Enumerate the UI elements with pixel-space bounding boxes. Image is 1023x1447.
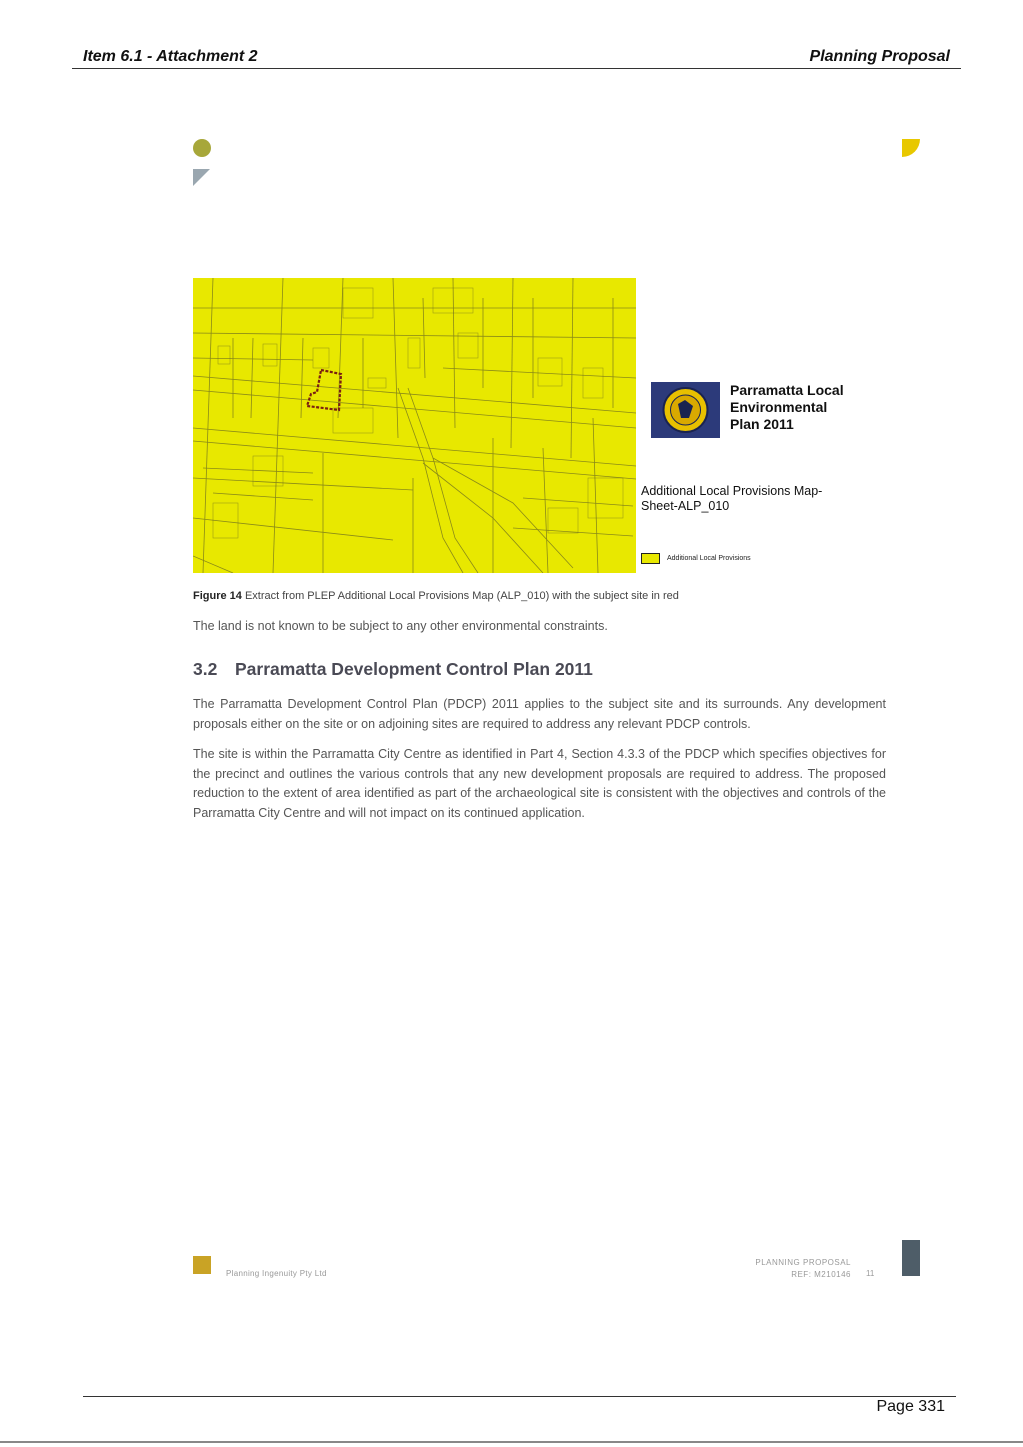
header-divider: [72, 68, 961, 69]
figure-label: Figure 14: [193, 590, 242, 602]
footer-square-icon: [193, 1256, 211, 1274]
page-edge: [0, 1441, 1023, 1443]
section-number: 3.2: [193, 659, 218, 679]
lep-title: Parramatta Local Environmental Plan 2011: [730, 382, 844, 432]
paragraph-constraints: The land is not known to be subject to any other environmental constraints.: [193, 619, 608, 633]
section-title: Parramatta Development Control Plan 2011: [235, 659, 593, 679]
footer-doc-page: 11: [866, 1269, 875, 1278]
paragraph-city-centre: The site is within the Parramatta City Centre as identified in Part 4, Section 4.3.3 of the PDCP which specifies objectives for the precinct and outlines the various controls that any new development proposals are required to address. The proposed reduction to the extent of area identified as part of the archaeological site is consistent with the objectives and controls of the Parramatta City Centre and will not impact on its continued application.: [193, 747, 886, 820]
decorative-circle-icon: [193, 139, 211, 157]
lep-map-image: [193, 278, 636, 573]
decorative-triangle-icon: [193, 169, 210, 186]
footer-bar-icon: [902, 1240, 920, 1276]
footer-doc-info: [700, 1257, 851, 1281]
footer-doc-title: PLANNING PROPOSAL: [755, 1258, 851, 1267]
legend-label: Additional Local Provisions: [667, 555, 751, 562]
footer-divider: [83, 1396, 956, 1397]
figure-caption-text: Extract from PLEP Additional Local Provisions Map (ALP_010) with the subject site in red: [241, 590, 679, 602]
paragraph-pdcp: The Parramatta Development Control Plan (PDCP) 2011 applies to the subject site and its surrounds. Any development proposals either on the site or on adjoining sites are required to address any relevant PDCP controls.: [193, 697, 886, 731]
page-number: Page 331: [876, 1398, 945, 1415]
council-logo: [651, 382, 720, 438]
header-document-title: Planning Proposal: [809, 48, 950, 65]
figure-caption: [193, 590, 679, 602]
header-item-label: Item 6.1 - Attachment 2: [83, 48, 258, 65]
footer-ref: REF: M210146: [791, 1270, 851, 1279]
section-heading: [193, 659, 593, 680]
legend-swatch: [641, 553, 660, 564]
footer-company: Planning Ingenuity Pty Ltd: [226, 1269, 327, 1278]
map-sheet-name: Additional Local Provisions Map- Sheet-ALP_010: [641, 484, 823, 513]
decorative-quarter-circle-icon: [902, 139, 920, 157]
